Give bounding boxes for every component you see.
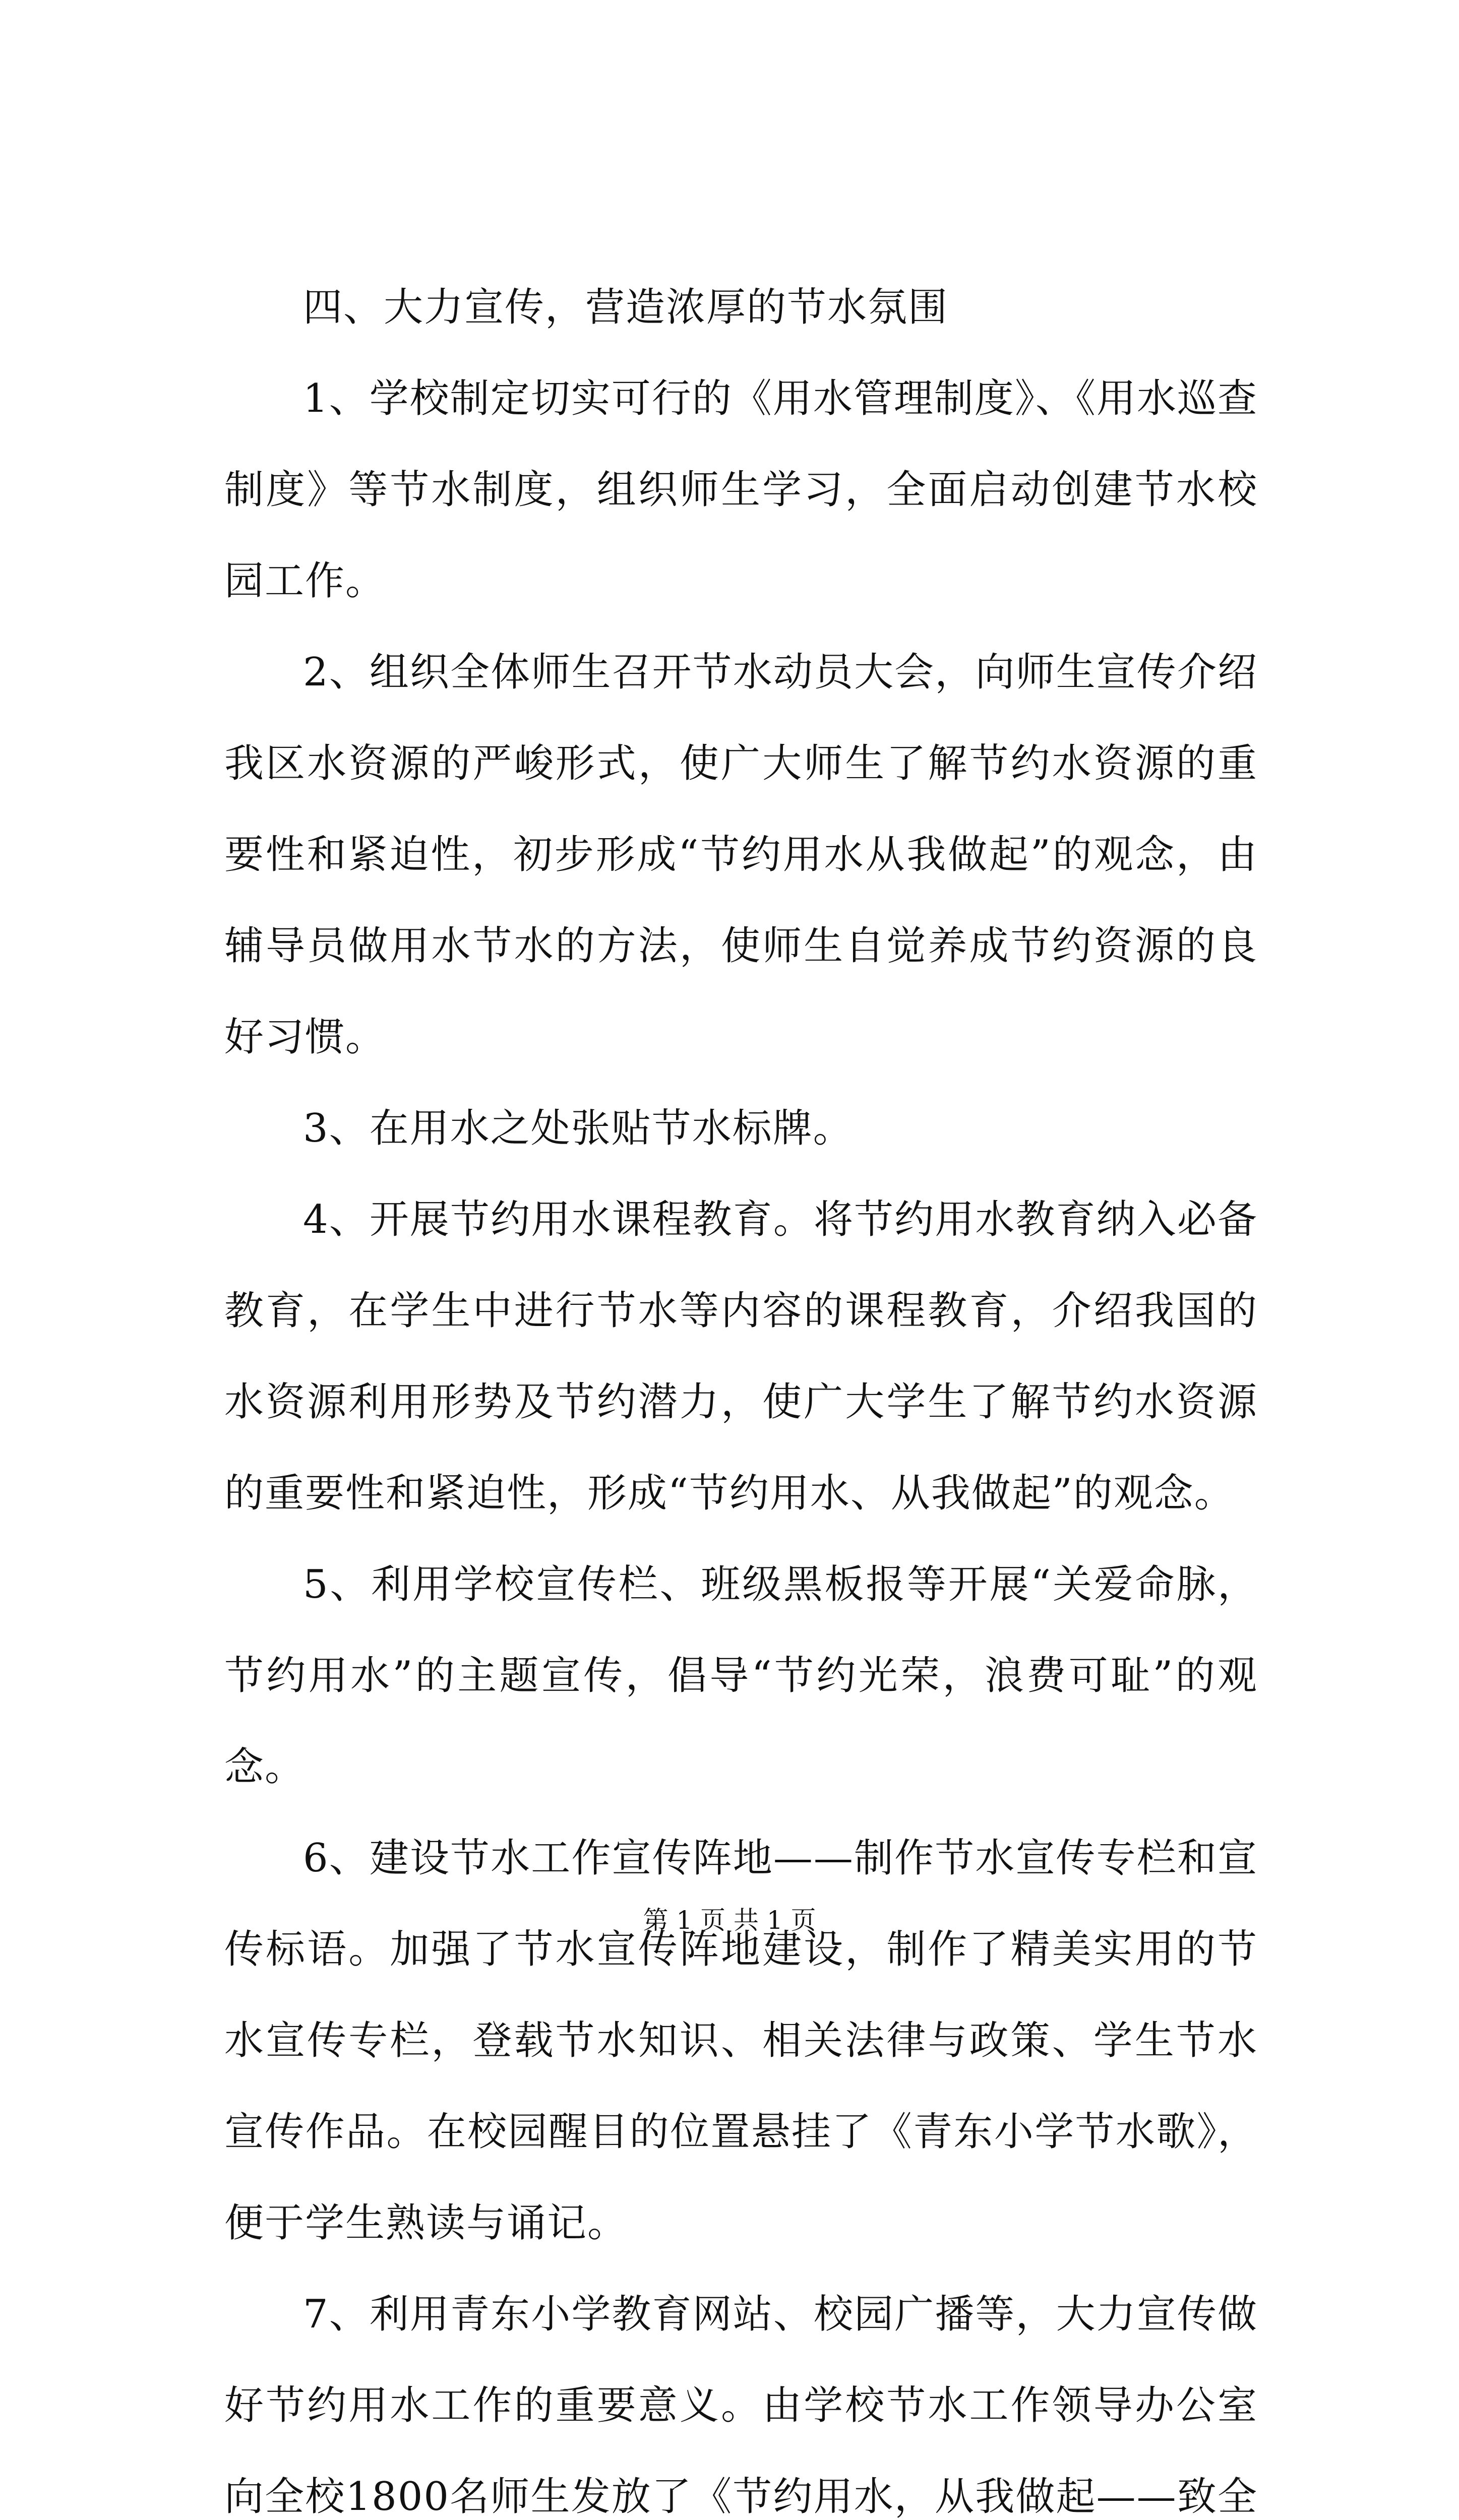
paragraph-4: 4、开展节约用水课程教育。将节约用水教育纳入必备教育，在学生中进行节水等内容的课程教育，介绍我国的水资源利用形势及节约潜力，使广大学生了解节约水资源的重要性和紧迫性，形成“节约用水、从我做起”的观念。 [224, 1197, 1258, 1516]
document-body [224, 262, 1258, 2520]
section-heading: 四、大力宣传，营造浓厚的节水氛围 [303, 285, 949, 330]
paragraph-2: 2、组织全体师生召开节水动员大会，向师生宣传介绍我区水资源的严峻形式，使广大师生了解节约水资源的重要性和紧迫性，初步形成“节约用水从我做起”的观念，由辅导员做用水节水的方法，使师生自觉养成节约资源的良好习惯。 [224, 650, 1258, 1060]
paragraph-6: 6、建设节水工作宣传阵地——制作节水宣传专栏和宣传标语。加强了节水宣传阵地建设，制作了精美实用的节水宣传专栏，登载节水知识、相关法律与政策、学生节水宣传作品。在校园醒目的位置悬挂了《青东小学节水歌》，便于学生熟读与诵记。 [224, 1836, 1258, 2246]
paragraph-1: 1、学校制定切实可行的《用水管理制度》、《用水巡查制度》等节水制度，组织师生学习，全面启动创建节水校园工作。 [224, 376, 1258, 604]
paragraph-5: 5、利用学校宣传栏、班级黑板报等开展“关爱命脉，节约用水”的主题宣传，倡导“节约光荣，浪费可耻”的观念。 [224, 1562, 1258, 1790]
paragraph-7: 7、利用青东小学教育网站、校园广播等，大力宣传做好节约用水工作的重要意义。由学校节水工作领导办公室向全校1800名师生发放了《节约用水，从我做起——致全 [224, 2292, 1258, 2519]
paragraph-3: 3、在用水之处张贴节水标牌。 [303, 1106, 854, 1151]
page-footer: 第 1 页 共 1 页 [643, 1906, 816, 1935]
